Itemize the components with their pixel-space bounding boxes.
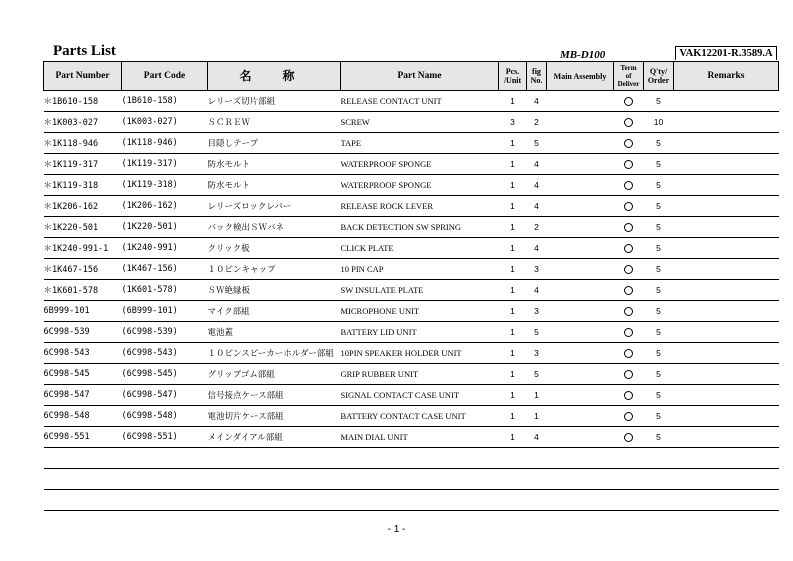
qty-cell: 5 [644,322,674,343]
jp-name-cell: メインダイアル部組 [208,427,341,448]
qty-cell: 5 [644,364,674,385]
jp-name-cell: レリーズ切片部組 [208,91,341,112]
pcs-cell: 1 [499,322,527,343]
qty-cell: 5 [644,280,674,301]
part-code-cell: (6C998-545) [122,364,208,385]
remarks-cell [674,112,779,133]
pcs-cell: 1 [499,406,527,427]
table-row [44,364,779,385]
part-name-cell: BATTERY LID UNIT [341,322,499,343]
main-assembly-cell [547,280,614,301]
jp-name-cell: 防水モルト [208,175,341,196]
table-row [44,133,779,154]
part-number-cell: 6C998-545 [44,364,122,385]
main-assembly-cell [547,385,614,406]
empty-row [44,490,779,511]
pcs-cell: 1 [499,91,527,112]
part-code-cell: (1K119-318) [122,175,208,196]
fig-cell: 4 [527,175,547,196]
part-code-cell: (6C998-543) [122,343,208,364]
circle-icon [624,391,633,400]
fig-cell: 3 [527,343,547,364]
fig-cell: 3 [527,301,547,322]
part-number-cell: 6C998-548 [44,406,122,427]
part-name-cell: SCREW [341,112,499,133]
remarks-cell [674,427,779,448]
jp-name-cell: 電池蓋 [208,322,341,343]
main-assembly-cell [547,301,614,322]
fig-cell: 4 [527,196,547,217]
part-number-cell: ＊1K119-318 [44,175,122,196]
col-remarks: Remarks [674,62,779,91]
term-cell [614,133,644,154]
main-assembly-cell [547,427,614,448]
pcs-cell: 1 [499,280,527,301]
parts-table-body [44,91,779,511]
part-name-cell: SW INSULATE PLATE [341,280,499,301]
circle-icon [624,265,633,274]
part-number-cell: ＊1K240-991-1 [44,238,122,259]
part-number-cell: ＊1B610-158 [44,91,122,112]
qty-cell: 5 [644,217,674,238]
part-name-cell: SIGNAL CONTACT CASE UNIT [341,385,499,406]
circle-icon [624,97,633,106]
empty-row [44,448,779,469]
table-row [44,280,779,301]
col-fig-line2: No. [530,76,543,85]
table-row [44,343,779,364]
term-cell [614,322,644,343]
qty-cell: 5 [644,259,674,280]
fig-cell: 1 [527,406,547,427]
term-cell [614,364,644,385]
main-assembly-cell [547,196,614,217]
jp-name-cell: １０ピンスピーカーホルダー部組 [208,343,341,364]
circle-icon [624,307,633,316]
term-cell [614,154,644,175]
part-number-cell: ＊1K119-317 [44,154,122,175]
part-number-cell: ＊1K467-156 [44,259,122,280]
term-cell [614,112,644,133]
fig-cell: 5 [527,364,547,385]
circle-icon [624,349,633,358]
col-part-name: Part Name [341,62,499,91]
qty-cell: 5 [644,238,674,259]
remarks-cell [674,217,779,238]
main-assembly-cell [547,343,614,364]
jp-name-cell: レリーズロックレバー [208,196,341,217]
table-row [44,322,779,343]
remarks-cell [674,133,779,154]
table-row [44,196,779,217]
term-cell [614,343,644,364]
term-cell [614,385,644,406]
part-code-cell: (1K206-162) [122,196,208,217]
fig-cell: 4 [527,280,547,301]
table-row [44,427,779,448]
qty-cell: 5 [644,175,674,196]
jp-name-cell: ＳＣＲＥＷ [208,112,341,133]
col-term-of-deliver [614,62,644,91]
part-code-cell: (1K119-317) [122,154,208,175]
circle-icon [624,328,633,337]
page-number: - 1 - [387,524,406,535]
pcs-cell: 1 [499,259,527,280]
part-name-cell: MAIN DIAL UNIT [341,427,499,448]
fig-cell: 5 [527,322,547,343]
fig-cell: 4 [527,154,547,175]
fig-cell: 5 [527,133,547,154]
jp-name-cell: 防水モルト [208,154,341,175]
part-code-cell: (1K601-578) [122,280,208,301]
col-jp-name: 名 称 [208,62,341,91]
main-assembly-cell [547,133,614,154]
term-cell [614,280,644,301]
term-cell [614,175,644,196]
main-assembly-cell [547,217,614,238]
remarks-cell [674,196,779,217]
term-cell [614,427,644,448]
table-row [44,259,779,280]
col-fig-no [527,62,547,91]
part-code-cell: (6C998-551) [122,427,208,448]
remarks-cell [674,238,779,259]
part-number-cell: 6C998-543 [44,343,122,364]
part-number-cell: ＊1K601-578 [44,280,122,301]
term-cell [614,301,644,322]
term-cell [614,259,644,280]
main-assembly-cell [547,112,614,133]
part-name-cell: BATTERY CONTACT CASE UNIT [341,406,499,427]
col-qty-order [644,62,674,91]
document-number: VAK12201-R.3589.A [675,46,777,60]
circle-icon [624,433,633,442]
part-code-cell: (1K220-501) [122,217,208,238]
parts-table [43,61,779,511]
part-code-cell: (1K240-991) [122,238,208,259]
term-cell [614,91,644,112]
pcs-cell: 1 [499,238,527,259]
jp-name-cell: マイク部組 [208,301,341,322]
pcs-cell: 1 [499,364,527,385]
pcs-cell: 1 [499,385,527,406]
circle-icon [624,286,633,295]
main-assembly-cell [547,259,614,280]
part-number-cell: ＊1K003-027 [44,112,122,133]
fig-cell: 4 [527,91,547,112]
table-row [44,385,779,406]
pcs-cell: 1 [499,133,527,154]
fig-cell: 2 [527,217,547,238]
qty-cell: 5 [644,343,674,364]
part-name-cell: TAPE [341,133,499,154]
fig-cell: 4 [527,427,547,448]
col-part-number: Part Number [44,62,122,91]
main-assembly-cell [547,154,614,175]
part-name-cell: CLICK PLATE [341,238,499,259]
term-cell [614,406,644,427]
pcs-cell: 1 [499,175,527,196]
qty-cell: 5 [644,91,674,112]
part-name-cell: 10 PIN CAP [341,259,499,280]
fig-cell: 2 [527,112,547,133]
main-assembly-cell [547,91,614,112]
col-term-line3: Deliver [617,80,640,88]
table-row [44,112,779,133]
empty-row-cell [44,490,779,511]
col-pcs-unit [499,62,527,91]
col-main-assembly: Main Assembly [547,62,614,91]
jp-name-cell: １０ピンキャップ [208,259,341,280]
part-number-cell: ＊1K220-501 [44,217,122,238]
remarks-cell [674,91,779,112]
remarks-cell [674,385,779,406]
col-pcs-line2: /Unit [503,76,522,85]
pcs-cell: 1 [499,196,527,217]
qty-cell: 5 [644,301,674,322]
pcs-cell: 1 [499,343,527,364]
table-row [44,238,779,259]
table-header-row [44,62,779,91]
circle-icon [624,244,633,253]
jp-name-cell: バック検出ＳＷバネ [208,217,341,238]
col-term-line1: Term [620,64,637,72]
remarks-cell [674,364,779,385]
remarks-cell [674,154,779,175]
qty-cell: 5 [644,154,674,175]
part-number-cell: 6C998-547 [44,385,122,406]
circle-icon [624,139,633,148]
part-code-cell: (1K118-946) [122,133,208,154]
col-term-line2: of [625,72,632,80]
col-pcs-line1: Pcs. [505,67,520,76]
part-code-cell: (1K467-156) [122,259,208,280]
qty-cell: 5 [644,406,674,427]
part-number-cell: 6B999-101 [44,301,122,322]
part-name-cell: MICROPHONE UNIT [341,301,499,322]
part-code-cell: (1B610-158) [122,91,208,112]
circle-icon [624,370,633,379]
part-name-cell: RELEASE ROCK LEVER [341,196,499,217]
col-fig-line1: fig [532,67,541,76]
remarks-cell [674,280,779,301]
empty-row-cell [44,469,779,490]
main-assembly-cell [547,322,614,343]
part-name-cell: RELEASE CONTACT UNIT [341,91,499,112]
table-row [44,154,779,175]
circle-icon [624,160,633,169]
qty-cell: 5 [644,385,674,406]
jp-name-cell: 目隠しテープ [208,133,341,154]
table-row [44,301,779,322]
col-part-code: Part Code [122,62,208,91]
table-row [44,175,779,196]
part-code-cell: (1K003-027) [122,112,208,133]
part-code-cell: (6B999-101) [122,301,208,322]
part-code-cell: (6C998-548) [122,406,208,427]
remarks-cell [674,259,779,280]
term-cell [614,217,644,238]
part-name-cell: GRIP RUBBER UNIT [341,364,499,385]
model-name: MB-D100 [560,49,606,61]
col-qty-line1: Q'ty/ [649,67,668,76]
pcs-cell: 1 [499,154,527,175]
table-row [44,217,779,238]
circle-icon [624,202,633,211]
remarks-cell [674,301,779,322]
main-assembly-cell [547,238,614,259]
jp-name-cell: ＳＷ絶縁板 [208,280,341,301]
fig-cell: 3 [527,259,547,280]
jp-name-cell: グリップゴム部組 [208,364,341,385]
qty-cell: 10 [644,112,674,133]
circle-icon [624,223,633,232]
pcs-cell: 1 [499,427,527,448]
jp-name-cell: クリック板 [208,238,341,259]
part-code-cell: (6C998-539) [122,322,208,343]
remarks-cell [674,406,779,427]
pcs-cell: 1 [499,301,527,322]
jp-name-cell: 信号接点ケース部組 [208,385,341,406]
remarks-cell [674,322,779,343]
term-cell [614,196,644,217]
part-number-cell: 6C998-551 [44,427,122,448]
qty-cell: 5 [644,427,674,448]
jp-name-cell: 電池切片ケース部組 [208,406,341,427]
part-number-cell: ＊1K206-162 [44,196,122,217]
remarks-cell [674,175,779,196]
main-assembly-cell [547,406,614,427]
part-number-cell: ＊1K118-946 [44,133,122,154]
fig-cell: 4 [527,238,547,259]
part-name-cell: BACK DETECTION SW SPRING [341,217,499,238]
pcs-cell: 1 [499,217,527,238]
part-number-cell: 6C998-539 [44,322,122,343]
part-name-cell: WATERPROOF SPONGE [341,175,499,196]
circle-icon [624,412,633,421]
part-name-cell: WATERPROOF SPONGE [341,154,499,175]
empty-row [44,469,779,490]
part-code-cell: (6C998-547) [122,385,208,406]
table-row [44,91,779,112]
fig-cell: 1 [527,385,547,406]
pcs-cell: 3 [499,112,527,133]
main-assembly-cell [547,175,614,196]
circle-icon [624,181,633,190]
page-title: Parts List [53,43,116,59]
remarks-cell [674,343,779,364]
qty-cell: 5 [644,133,674,154]
empty-row-cell [44,448,779,469]
table-row [44,406,779,427]
part-name-cell: 10PIN SPEAKER HOLDER UNIT [341,343,499,364]
col-qty-line2: Order [647,76,670,85]
main-assembly-cell [547,364,614,385]
term-cell [614,238,644,259]
qty-cell: 5 [644,196,674,217]
circle-icon [624,118,633,127]
